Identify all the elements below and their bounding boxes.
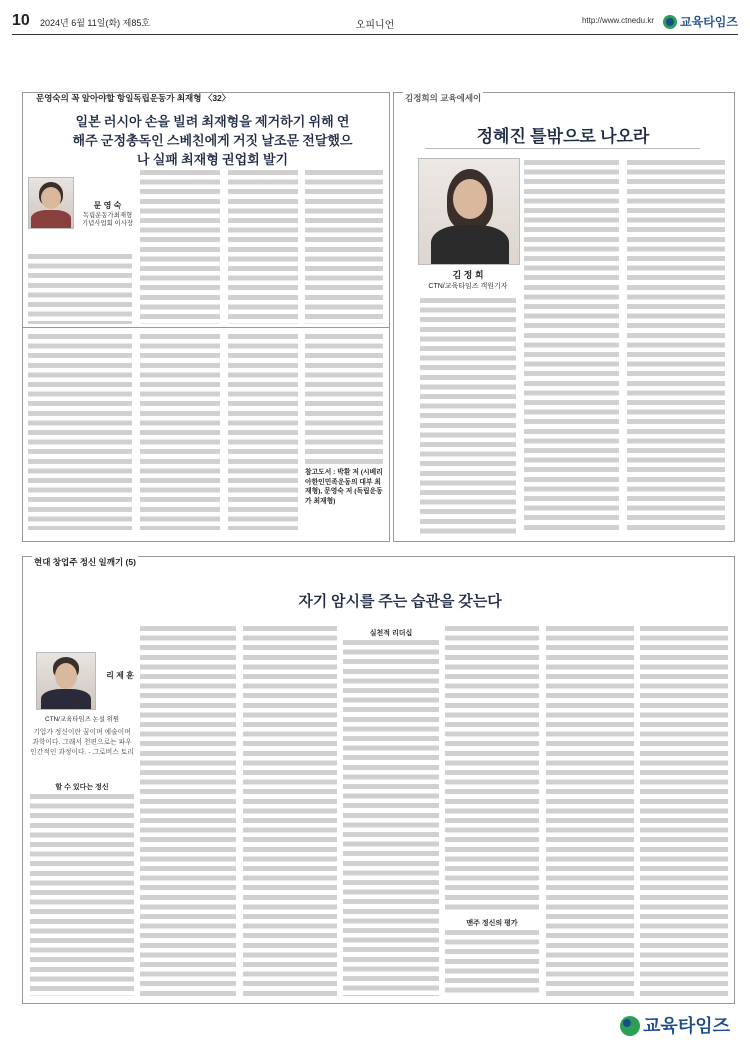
footer-logo	[620, 1012, 730, 1038]
body-text-col3	[243, 626, 337, 996]
body-text-col2	[524, 160, 619, 534]
article-headline: 일본 러시아 손을 빌려 최재형을 제거하기 위해 연해주 군정총독인 스베친에게 거짓 날조문 전달했으나 실패 최재형 권업회 발기	[72, 114, 353, 167]
series-tag: 현대 창업주 정신 일깨기 (5)	[34, 557, 136, 567]
subheading: 할 수 있다는 정신	[55, 784, 109, 791]
body-text-col5	[445, 626, 539, 914]
site-url[interactable]: http://www.ctnedu.kr	[581, 16, 654, 25]
brand-name: 교육타임즈	[680, 15, 738, 29]
article-headline: 자기 암시를 주는 습관을 갖는다	[298, 594, 502, 610]
footer-logo-icon	[620, 1016, 640, 1036]
section-name: 오피니언	[355, 20, 395, 31]
divider	[425, 148, 700, 149]
author-photo	[418, 158, 520, 265]
article1-frame	[22, 92, 390, 542]
body-text-col2	[140, 626, 236, 996]
author-photo-face	[453, 179, 487, 219]
brand-logo	[663, 13, 738, 30]
page-header	[12, 6, 738, 35]
article-headline: 정혜진 틀밖으로 나오라	[476, 127, 650, 146]
body-text-col3	[627, 160, 725, 534]
subheading: 실천적 리더십	[369, 630, 413, 637]
pull-quote: 기업가 정신이란 꿈이며 예술이며 과학이다. 그래서 천편으로는 파우 인간적인 과정이다. - 그로버스 토리	[30, 729, 134, 756]
author-title: CTN/교육타임즈 논설 위원	[44, 716, 120, 723]
issue-date: 2024년 6월 11일(화) 제85호	[40, 18, 151, 28]
author-title: 독립운동가최재형 기념사업회 이사장	[81, 212, 134, 227]
series-tag: 김정희의 교육에세이	[405, 93, 482, 103]
brand-logo-icon	[663, 15, 677, 29]
body-text-col4	[343, 640, 439, 996]
body-text-col1	[420, 298, 516, 534]
author-photo-face	[55, 663, 77, 689]
page-number: 10	[12, 12, 30, 29]
author-photo	[36, 652, 96, 710]
body-text-col1	[30, 794, 134, 996]
author-title: CTN/교육타임즈 객원기자	[428, 283, 508, 290]
author-photo-body	[41, 689, 91, 710]
body-text-col5b	[445, 930, 539, 996]
series-tag: 문영숙의 꼭 알아야할 항일독립운동가 최재형 〈32〉	[36, 93, 231, 103]
body-text-col7	[640, 626, 728, 996]
author-name: 리 제 훈	[106, 671, 134, 680]
author-name: 김 정 희	[452, 270, 484, 280]
footer-brand: 교육타임즈	[643, 1016, 730, 1036]
article-credit: 참고도서 : 박환 저 (시베리아한인민족운동의 대부 최재형), 문영숙 저 (독립운동가 최재형)	[305, 469, 383, 505]
subheading: 맨주 정신의 평가	[466, 920, 518, 927]
author-photo-body	[431, 225, 509, 265]
author-name: 문 영 숙	[93, 201, 122, 210]
body-text-col6	[546, 626, 634, 996]
